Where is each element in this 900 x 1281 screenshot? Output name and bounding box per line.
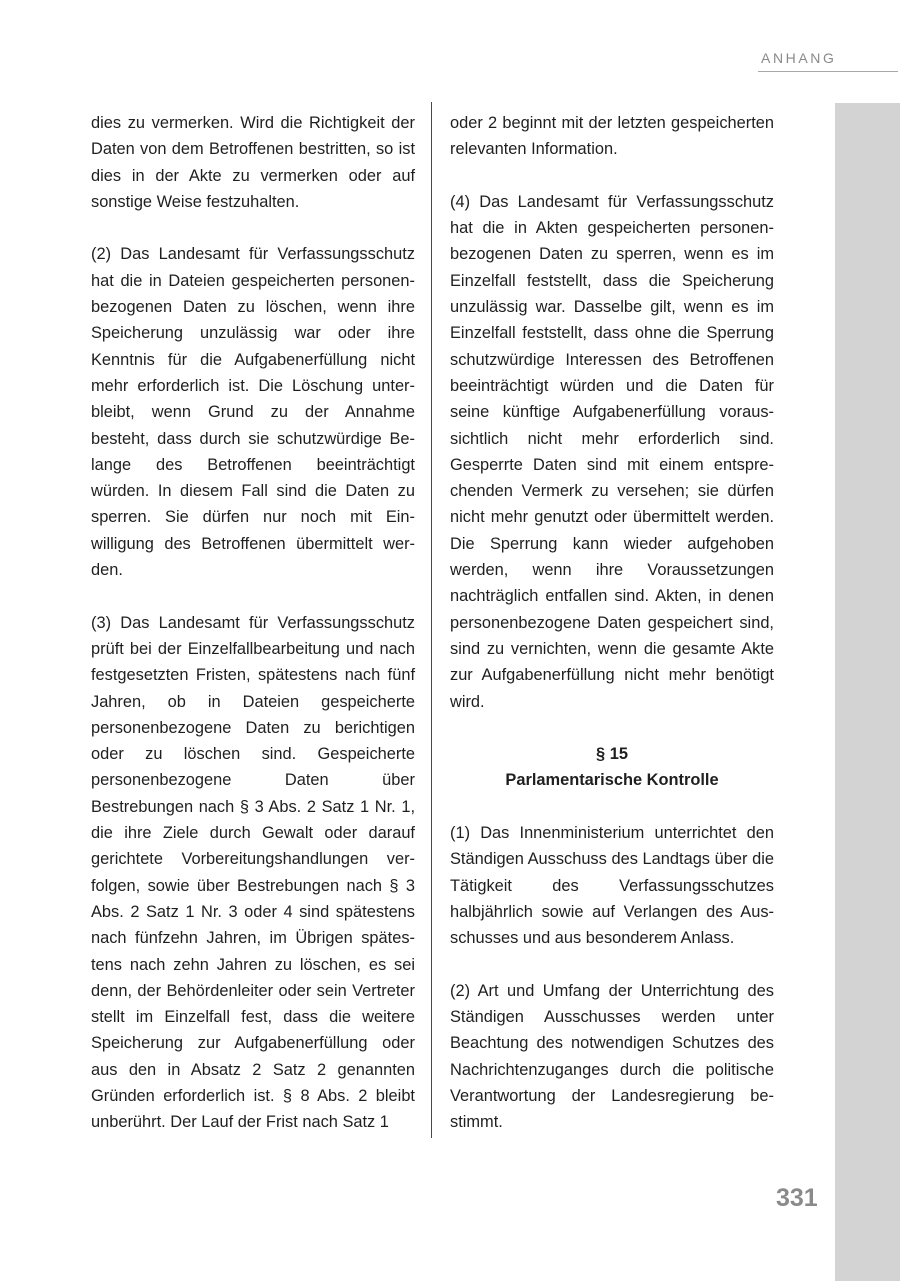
column-divider	[431, 102, 432, 1138]
right-paragraph-2: (4) Das Landesamt für Verfassungsschutz hat die in Akten gespeicherten personenbezogenen Daten zu sperren, wenn es im Einzelfall feststellt, dass die Speicherung unzulässig war. Dasselbe gilt, wenn es im Einzelfall feststellt, dass ohne die Sperrung schutzwürdige Interessen des Betroffenen beeinträchtigt würden und die Daten für seine künftige Aufgabenerfüllung voraussichtlich nicht mehr erforderlich sind. Gesperrte Daten sind mit einem entsprechenden Vermerk zu versehen; sie dürfen nicht mehr genutzt oder übermittelt werden. Die Sperrung kann wieder aufgehoben werden, wenn ihre Voraussetzungen nachträglich entfallen sind. Akten, in denen personenbezogene Daten gespeichert sind, sind zu vernichten, wenn die gesamte Akte zur Aufgabenerfüllung nicht mehr benötigt wird.	[450, 192, 774, 711]
header-rule	[758, 71, 898, 72]
section-number: § 15	[596, 745, 628, 764]
right-text-column	[450, 110, 774, 1136]
left-paragraph-3: (3) Das Landesamt für Verfassungsschutz prüft bei der Einzelfallbearbeitung und nach festgesetzten Fristen, spätestens nach fünf Jahren, ob in Dateien gespeicherte personenbezogene Daten zu berichtigen oder zu löschen sind. Gespeicherte personenbezogene Daten über Bestrebungen nach § 3 Abs. 2 Satz 1 Nr. 1, die ihre Ziele durch Gewalt oder darauf gerichtete Vorbereitungshandlungen verfolgen, sowie über Bestrebungen nach § 3 Abs. 2 Satz 1 Nr. 3 oder 4 sind spätestens nach fünfzehn Jahren, im Übrigen spätestens nach zehn Jahren zu löschen, es sei denn, der Behördenleiter oder sein Vertreter stellt im Einzelfall fest, dass die weitere Speicherung zur Aufgabenerfüllung oder aus den in Absatz 2 Satz 2 genannten Gründen erforderlich ist. § 8 Abs. 2 bleibt unberührt. Der Lauf der Frist nach Satz 1	[91, 613, 415, 1132]
running-header-label: ANHANG	[761, 50, 837, 66]
side-margin-bar	[835, 103, 900, 1281]
right-paragraph-1: oder 2 beginnt mit der letzten gespeicherten relevanten Information.	[450, 114, 774, 159]
right-paragraph-4: (2) Art und Umfang der Unterrichtung des Ständigen Ausschusses werden unter Beachtung des notwendigen Schutzes des Nachrichtenzuganges durch die politische Verantwortung der Landesregierung bestimmt.	[450, 981, 774, 1132]
page-number: 331	[776, 1184, 818, 1212]
section-title: Parlamentarische Kontrolle	[505, 771, 719, 790]
right-paragraph-3: (1) Das Innenministerium unterrichtet den Ständigen Ausschuss des Landtags über die Tätigkeit des Verfassungsschutzes halbjährlich sowie auf Verlangen des Ausschusses und aus besonderem Anlass.	[450, 824, 774, 948]
left-text-column	[91, 110, 415, 1136]
section-heading	[450, 741, 774, 794]
left-paragraph-2: (2) Das Landesamt für Verfassungsschutz hat die in Dateien gespeicherten personenbezogenen Daten zu löschen, wenn ihre Speicherung unzulässig war oder ihre Kenntnis für die Aufgabenerfüllung nicht mehr erforderlich ist. Die Löschung unterbleibt, wenn Grund zu der Annahme besteht, dass durch sie schutzwürdige Be-lange des Betroffenen beeinträchtigt würden. In diesem Fall sind die Daten zu sperren. Sie dürfen nur noch mit Einwilligung des Betroffenen übermittelt werden.	[91, 245, 415, 580]
left-paragraph-1: dies zu vermerken. Wird die Richtigkeit der Daten von dem Betroffenen bestritten, so ist dies in der Akte zu vermerken oder auf sonstige Weise festzuhalten.	[91, 114, 415, 211]
